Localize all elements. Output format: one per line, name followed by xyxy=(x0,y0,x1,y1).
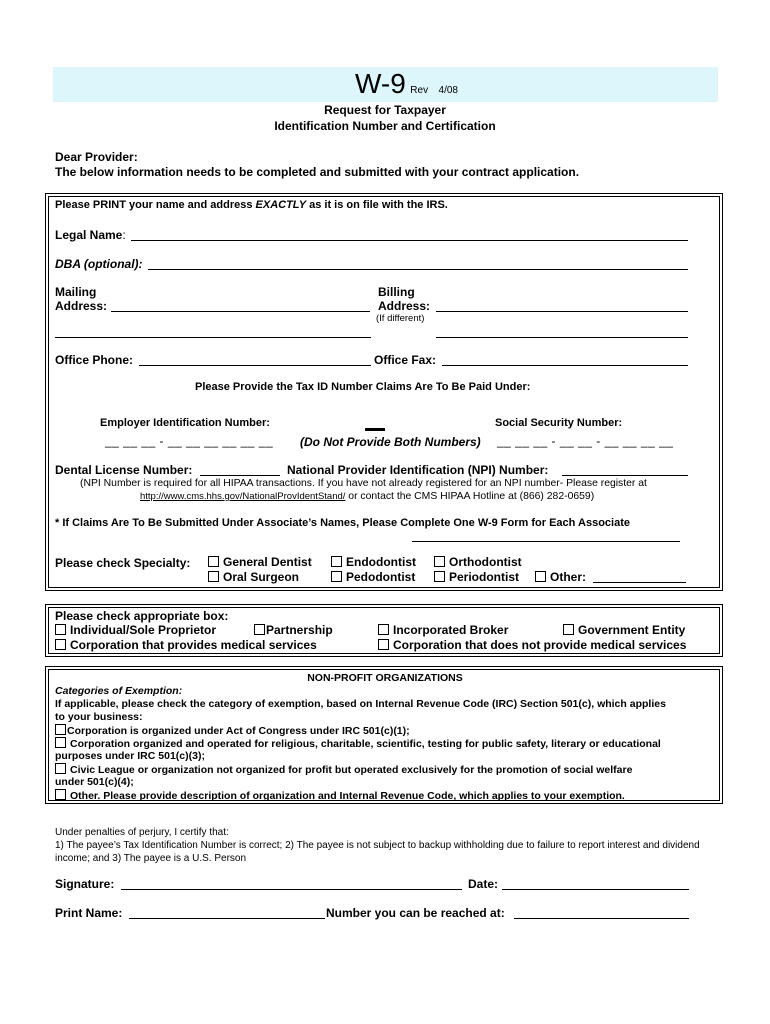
checkbox[interactable] xyxy=(434,556,445,567)
specialty-periodontist[interactable]: Periodontist xyxy=(434,570,519,584)
subtitle-line1: Request for Taxpayer xyxy=(324,103,446,117)
checkbox[interactable] xyxy=(55,737,66,748)
associates-rule xyxy=(412,541,680,542)
specialty-pedodontist[interactable]: Pedodontist xyxy=(331,570,415,584)
ssn-input[interactable]: __ __ __ - __ __ - __ __ __ __ xyxy=(497,434,674,448)
npi-field[interactable] xyxy=(562,475,688,476)
billing-label-1: Billing xyxy=(378,285,415,299)
ssn-label: Social Security Number: xyxy=(495,417,623,429)
specialty-general-dentist[interactable]: General Dentist xyxy=(208,555,312,569)
exemption-501c4[interactable]: Civic League or organization not organized for profit but operated exclusively for the promotion of social welfare xyxy=(55,763,632,776)
entity-sole-proprietor[interactable]: Individual/Sole Proprietor xyxy=(55,623,216,637)
print-name-label: Print Name: xyxy=(55,906,123,920)
signature-field[interactable] xyxy=(121,889,462,890)
rev-label: Rev xyxy=(410,85,429,96)
dba-field[interactable] xyxy=(148,269,688,270)
ein-label: Employer Identification Number: xyxy=(100,417,270,429)
checkbox[interactable] xyxy=(378,639,389,650)
reach-number-field[interactable] xyxy=(514,918,689,919)
entity-incorporated-broker[interactable]: Incorporated Broker xyxy=(378,623,508,637)
specialty-label: Please check Specialty: xyxy=(55,556,191,570)
exemption-501c3-cont: purposes under IRC 501(c)(3); xyxy=(55,750,205,762)
rev-date: 4/08 xyxy=(438,85,458,96)
greeting: Dear Provider: xyxy=(55,150,138,164)
entity-government[interactable]: Government Entity xyxy=(563,623,685,637)
specialty-other-field[interactable] xyxy=(593,582,686,583)
checkbox[interactable] xyxy=(208,556,219,567)
checkbox[interactable] xyxy=(55,624,66,635)
office-phone-label: Office Phone: xyxy=(55,353,134,367)
cert-line2: 1) The payee’s Tax Identification Number is correct; 2) The payee is not subject to backup withholding due to failure to report interest and dividend xyxy=(55,840,700,851)
instruction: The below information needs to be completed and submitted with your contract application. xyxy=(55,165,580,179)
npi-link[interactable]: http://www.cms.hhs.gov/NationalProvIdentStand/ xyxy=(140,491,346,502)
form-code: W-9 xyxy=(355,68,406,99)
billing-address-field[interactable] xyxy=(436,311,688,312)
checkbox[interactable] xyxy=(378,624,389,635)
office-fax-label: Office Fax: xyxy=(374,353,437,367)
entity-heading: Please check appropriate box: xyxy=(55,609,229,623)
cert-line1: Under penalties of perjury, I certify that: xyxy=(55,827,229,838)
mailing-address-field[interactable] xyxy=(111,311,370,312)
date-label: Date: xyxy=(468,877,499,891)
entity-corp-medical[interactable]: Corporation that provides medical services xyxy=(55,638,317,652)
dba-label: DBA (optional): xyxy=(55,257,143,271)
checkbox[interactable] xyxy=(208,571,219,582)
npi-note-line2: http://www.cms.hhs.gov/NationalProvIdentStand/ or contact the CMS HIPAA Hotline at (866) 282-0659) xyxy=(140,491,595,502)
checkbox[interactable] xyxy=(55,763,66,774)
billing-address-field-2[interactable] xyxy=(436,337,688,338)
exemption-501c1[interactable]: Corporation is organized under Act of Congress under IRC 501(c)(1); xyxy=(55,724,410,737)
subtitle-line2: Identification Number and Certification xyxy=(274,119,496,133)
dental-license-field[interactable] xyxy=(200,475,280,476)
office-fax-field[interactable] xyxy=(442,365,688,366)
specialty-oral-surgeon[interactable]: Oral Surgeon xyxy=(208,570,299,584)
ein-input[interactable]: __ __ __ - __ __ __ __ __ __ xyxy=(105,434,274,448)
mailing-address-field-2[interactable] xyxy=(55,337,371,338)
signature-label: Signature: xyxy=(55,877,115,891)
npi-label: National Provider Identification (NPI) Number: xyxy=(287,463,549,477)
print-instruction: Please PRINT your name and address EXACTLY as it is on file with the IRS. xyxy=(55,199,448,211)
checkbox[interactable] xyxy=(55,639,66,650)
entity-corp-nonmedical[interactable]: Corporation that does not provide medical services xyxy=(378,638,686,652)
nonprofit-intro-1: If applicable, please check the category of exemption, based on Internal Revenue Code (IRC) Section 501(c), which applies xyxy=(55,698,666,710)
date-field[interactable] xyxy=(502,889,689,890)
checkbox[interactable] xyxy=(331,556,342,567)
tax-id-heading: Please Provide the Tax ID Number Claims Are To Be Paid Under: xyxy=(195,381,531,393)
checkbox[interactable] xyxy=(55,724,66,735)
checkbox[interactable] xyxy=(254,624,265,635)
checkbox[interactable] xyxy=(434,571,445,582)
exemption-501c4-cont: under 501(c)(4); xyxy=(55,776,134,788)
entity-partnership[interactable]: Partnership xyxy=(254,623,333,637)
specialty-endodontist[interactable]: Endodontist xyxy=(331,555,416,569)
npi-note-line1: (NPI Number is required for all HIPAA transactions. If you have not already registered for an NPI number- Please register at xyxy=(80,478,647,489)
cert-line3: income; and 3) The payee is a U.S. Person xyxy=(55,853,247,864)
billing-label-2: Address: xyxy=(378,299,431,313)
dental-license-label: Dental License Number: xyxy=(55,463,193,477)
specialty-orthodontist[interactable]: Orthodontist xyxy=(434,555,522,569)
office-phone-field[interactable] xyxy=(139,365,371,366)
mailing-label-2: Address: xyxy=(55,299,108,313)
divider-mark xyxy=(365,428,385,431)
print-name-field[interactable] xyxy=(129,918,325,919)
categories-label: Categories of Exemption: xyxy=(55,685,183,697)
legal-name-label: Legal Name: xyxy=(55,228,126,242)
specialty-other[interactable]: Other: xyxy=(535,570,586,584)
legal-name-field[interactable] xyxy=(131,240,688,241)
checkbox[interactable] xyxy=(55,789,66,800)
mailing-label-1: Mailing xyxy=(55,285,97,299)
associates-note: * If Claims Are To Be Submitted Under Associate’s Names, Please Complete One W-9 Form for Each Associate xyxy=(55,517,630,529)
reach-number-label: Number you can be reached at: xyxy=(326,906,505,920)
checkbox[interactable] xyxy=(535,571,546,582)
exemption-501c3[interactable]: Corporation organized and operated for religious, charitable, scientific, testing for public safety, literary or educational xyxy=(55,737,661,750)
checkbox[interactable] xyxy=(563,624,574,635)
nonprofit-heading: NON-PROFIT ORGANIZATIONS xyxy=(307,672,463,684)
do-not-provide-note: (Do Not Provide Both Numbers) xyxy=(300,435,481,449)
exemption-other[interactable]: Other. Please provide description of organization and Internal Revenue Code, which applies to your exemption. xyxy=(55,789,625,802)
checkbox[interactable] xyxy=(331,571,342,582)
form-title xyxy=(355,68,458,100)
if-different-note: (If different) xyxy=(376,313,425,324)
nonprofit-intro-2: to your business: xyxy=(55,711,143,723)
